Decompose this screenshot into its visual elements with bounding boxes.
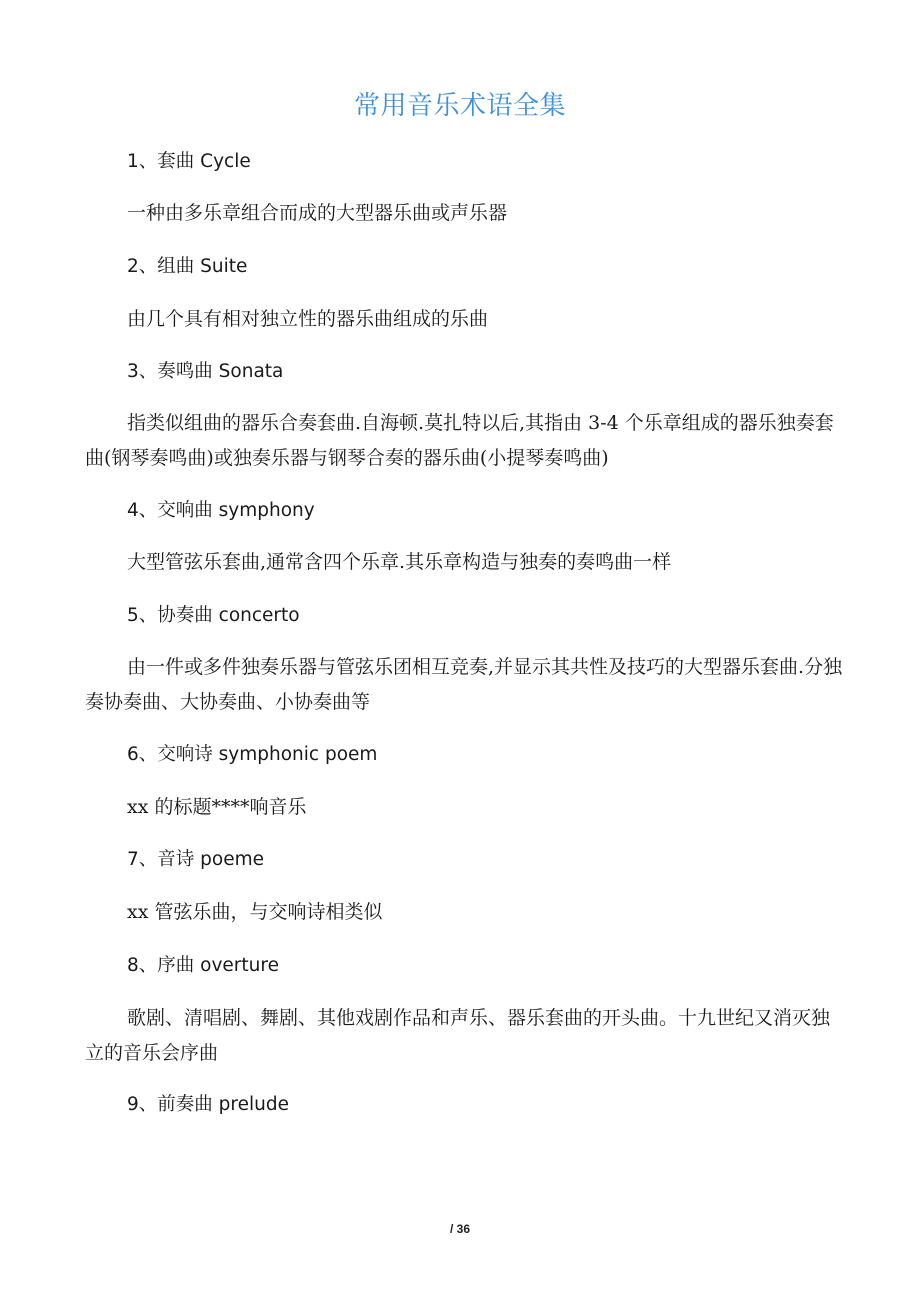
entry-body: 由几个具有相对独立性的器乐曲组成的乐曲 bbox=[127, 308, 489, 330]
page-title: 常用音乐术语全集 bbox=[353, 91, 566, 121]
entry-heading: 4、交响曲 symphony bbox=[127, 500, 315, 521]
entry-body: 由一件或多件独奏乐器与管弦乐团相互竞奏,并显示其共性及技巧的大型器乐套曲.分独奏协奏曲、大协奏曲、小协奏曲等 bbox=[85, 656, 843, 713]
entry-heading: 3、奏鸣曲 Sonata bbox=[127, 361, 284, 382]
entry-heading: 1、套曲 Cycle bbox=[127, 151, 251, 172]
entry-heading: 9、前奏曲 prelude bbox=[127, 1094, 289, 1115]
entry-body: xx 管弦乐曲，与交响诗相类似 bbox=[127, 901, 383, 923]
entry-body: 歌剧、清唱剧、舞剧、其他戏剧作品和声乐、器乐套曲的开头曲。十九世纪又消灭独立的音乐会序曲 bbox=[85, 1007, 831, 1064]
entry-heading: 5、协奏曲 concerto bbox=[127, 605, 300, 626]
entry-body: 大型管弦乐套曲,通常含四个乐章.其乐章构造与独奏的奏鸣曲一样 bbox=[127, 551, 672, 573]
entry-body: 指类似组曲的器乐合奏套曲.自海顿.莫扎特以后,其指由 3-4 个乐章组成的器乐独奏套曲(钢琴奏鸣曲)或独奏乐器与钢琴合奏的器乐曲(小提琴奏鸣曲) bbox=[85, 412, 834, 469]
entry-heading: 8、序曲 overture bbox=[127, 955, 279, 976]
entry-heading: 2、组曲 Suite bbox=[127, 256, 248, 277]
page-number: / 36 bbox=[449, 1222, 470, 1236]
entry-body: xx 的标题****响音乐 bbox=[127, 796, 307, 818]
entry-heading: 7、音诗 poeme bbox=[127, 849, 264, 870]
entry-body: 一种由多乐章组合而成的大型器乐曲或声乐器 bbox=[127, 202, 508, 224]
entry-heading: 6、交响诗 symphonic poem bbox=[127, 744, 378, 765]
